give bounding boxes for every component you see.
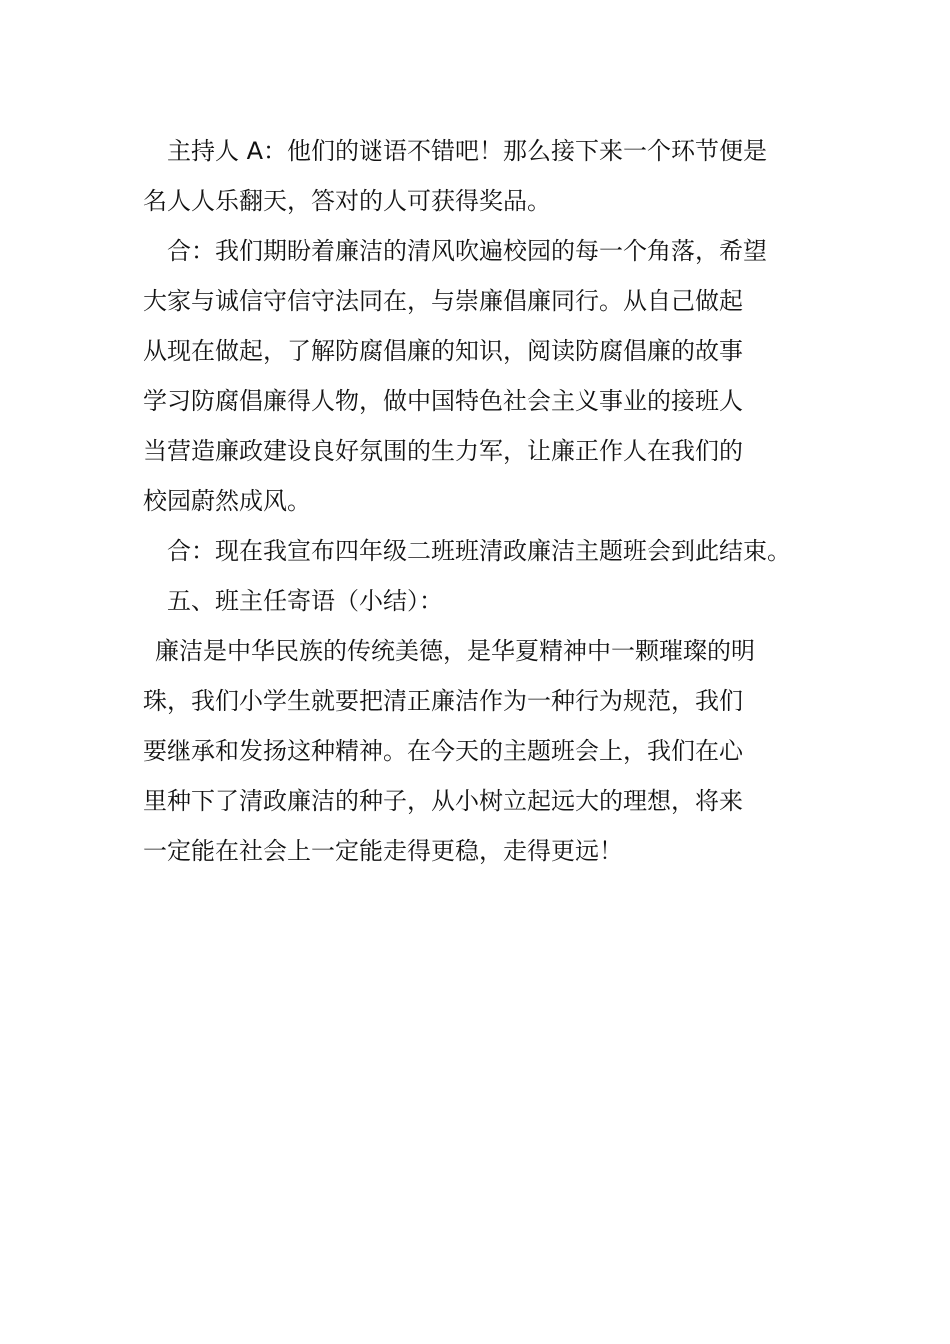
- together-line-6: 校园蔚然成风。: [143, 487, 311, 515]
- summary-line-1: 廉洁是中华民族的传统美德，是华夏精神中一颗璀璨的明: [155, 637, 755, 665]
- together-line-5: 当营造廉政建设良好氛围的生力军，让廉正作人在我们的: [143, 437, 743, 465]
- together-line-3: 从现在做起，了解防腐倡廉的知识，阅读防腐倡廉的故事: [143, 337, 743, 365]
- together-line-4: 学习防腐倡廉得人物，做中国特色社会主义事业的接班人: [143, 387, 743, 415]
- host-a-line-2: 名人人乐翻天，答对的人可获得奖品。: [143, 187, 551, 215]
- section-heading: 五、班主任寄语（小结）：: [167, 587, 443, 615]
- closing-announcement: 合：现在我宣布四年级二班班清政廉洁主题班会到此结束。: [167, 537, 791, 565]
- summary-line-3: 要继承和发扬这种精神。在今天的主题班会上，我们在心: [143, 737, 743, 765]
- together-line-1: 合：我们期盼着廉洁的清风吹遍校园的每一个角落，希望: [167, 237, 767, 265]
- document-body: [143, 126, 823, 876]
- together-line-2: 大家与诚信守信守法同在，与崇廉倡廉同行。从自己做起: [143, 287, 743, 315]
- host-a-line-1: 主持人 A：他们的谜语不错吧！那么接下来一个环节便是: [167, 137, 768, 165]
- summary-line-2: 珠，我们小学生就要把清正廉洁作为一种行为规范，我们: [143, 687, 743, 715]
- summary-line-4: 里种下了清政廉洁的种子，从小树立起远大的理想，将来: [143, 787, 743, 815]
- summary-line-5: 一定能在社会上一定能走得更稳，走得更远！: [143, 837, 623, 865]
